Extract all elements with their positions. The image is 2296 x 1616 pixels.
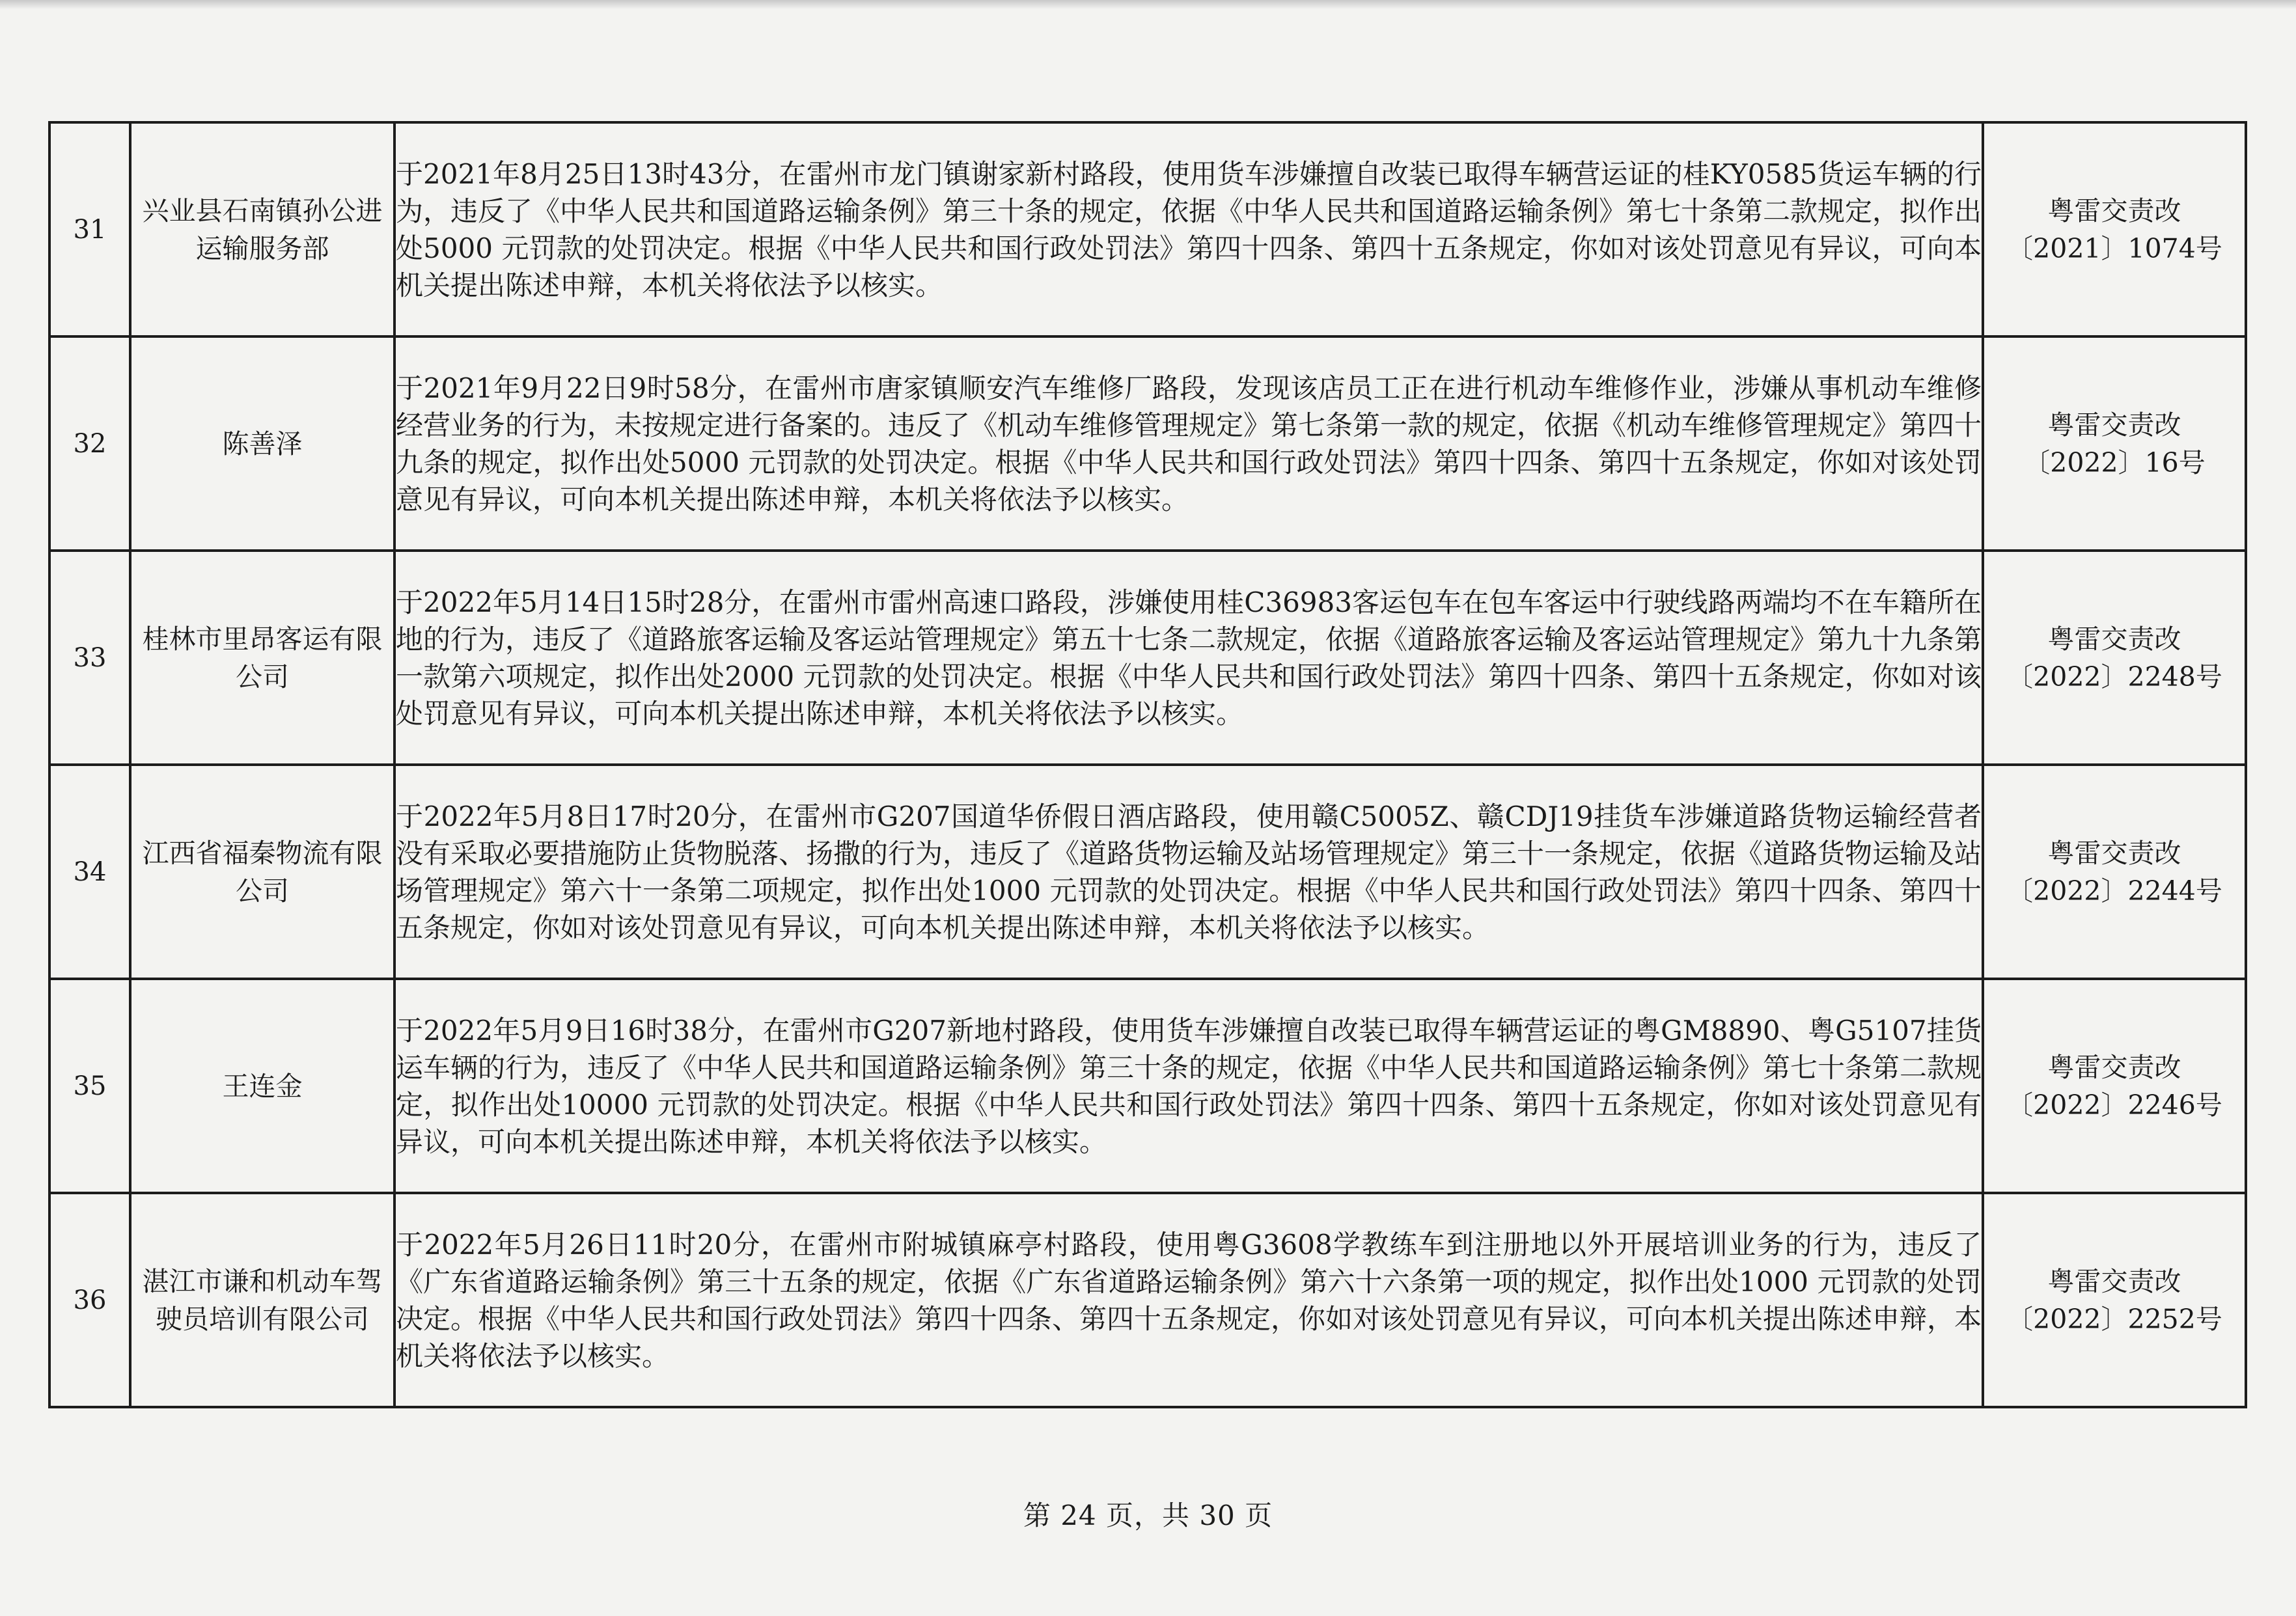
reference-number: 〔2022〕16号 bbox=[2023, 446, 2206, 478]
violation-description: 于2022年5月26日11时20分，在雷州市附城镇麻亭村路段，使用粤G3608学教练车到注册地以外开展培训业务的行为，违反了《广东省道路运输条例》第三十五条的规定，依据《广东省道路运输条例》第六十六条第一项的规定，拟作出处1000 元罚款的处罚决定。根据《中华人民共和国行政处罚法》第四十四条、第四十五条规定，你如对该处罚意见有异议，可向本机关提出陈述申辩，本机关将依法予以核实。 bbox=[394, 1193, 1983, 1407]
party-name: 陈善泽 bbox=[130, 336, 394, 551]
reference-number: 〔2022〕2252号 bbox=[2006, 1303, 2222, 1335]
violation-description: 于2022年5月9日16时38分，在雷州市G207新地村路段，使用货车涉嫌擅自改装已取得车辆营运证的粤GM8890、粤G5107挂货运车辆的行为，违反了《中华人民共和国道路运输条例》第三十条的规定，依据《中华人民共和国道路运输条例》第七十条第二款规定，拟作出处10000 元罚款的处罚决定。根据《中华人民共和国行政处罚法》第四十四条、第四十五条规定，你如对该处罚意见有异议，可向本机关提出陈述申辩，本机关将依法予以核实。 bbox=[394, 979, 1983, 1193]
record-number: 36 bbox=[49, 1193, 130, 1407]
penalty-records-table bbox=[48, 121, 2247, 1408]
document-reference bbox=[1983, 551, 2246, 765]
table-row bbox=[49, 551, 2246, 765]
reference-number: 〔2021〕1074号 bbox=[2006, 232, 2222, 264]
reference-number: 〔2022〕2246号 bbox=[2006, 1089, 2222, 1121]
record-number: 35 bbox=[49, 979, 130, 1193]
party-name: 兴业县石南镇孙公进运输服务部 bbox=[130, 122, 394, 336]
party-name: 湛江市谦和机动车驾驶员培训有限公司 bbox=[130, 1193, 394, 1407]
violation-description: 于2021年9月22日9时58分，在雷州市唐家镇顺安汽车维修厂路段，发现该店员工正在进行机动车维修作业，涉嫌从事机动车维修经营业务的行为，未按规定进行备案的。违反了《机动车维修管理规定》第七条第一款的规定，依据《机动车维修管理规定》第四十九条的规定，拟作出处5000 元罚款的处罚决定。根据《中华人民共和国行政处罚法》第四十四条、第四十五条规定，你如对该处罚意见有异议，可向本机关提出陈述申辩，本机关将依法予以核实。 bbox=[394, 336, 1983, 551]
document-reference bbox=[1983, 1193, 2246, 1407]
reference-office: 粤雷交责改 bbox=[2047, 195, 2181, 226]
party-name: 桂林市里昂客运有限公司 bbox=[130, 551, 394, 765]
violation-description: 于2021年8月25日13时43分，在雷州市龙门镇谢家新村路段，使用货车涉嫌擅自改装已取得车辆营运证的桂KY0585货运车辆的行为，违反了《中华人民共和国道路运输条例》第三十条的规定，依据《中华人民共和国道路运输条例》第七十条第二款规定，拟作出处5000 元罚款的处罚决定。根据《中华人民共和国行政处罚法》第四十四条、第四十五条规定，你如对该处罚意见有异议，可向本机关提出陈述申辩，本机关将依法予以核实。 bbox=[394, 122, 1983, 336]
reference-office: 粤雷交责改 bbox=[2047, 409, 2181, 441]
document-reference bbox=[1983, 122, 2246, 336]
table-row bbox=[49, 1193, 2246, 1407]
document-reference bbox=[1983, 979, 2246, 1193]
reference-office: 粤雷交责改 bbox=[2047, 1051, 2181, 1083]
reference-office: 粤雷交责改 bbox=[2047, 1265, 2181, 1297]
reference-office: 粤雷交责改 bbox=[2047, 623, 2181, 655]
table-row bbox=[49, 765, 2246, 979]
document-reference bbox=[1983, 336, 2246, 551]
record-number: 31 bbox=[49, 122, 130, 336]
reference-number: 〔2022〕2248号 bbox=[2006, 661, 2222, 692]
party-name: 江西省福秦物流有限公司 bbox=[130, 765, 394, 979]
table-row bbox=[49, 336, 2246, 551]
reference-office: 粤雷交责改 bbox=[2047, 837, 2181, 869]
page-number-footer: 第 24 页，共 30 页 bbox=[1023, 1500, 1273, 1531]
table-row bbox=[49, 979, 2246, 1193]
party-name: 王连金 bbox=[130, 979, 394, 1193]
record-number: 33 bbox=[49, 551, 130, 765]
table-row bbox=[49, 122, 2246, 336]
violation-description: 于2022年5月8日17时20分，在雷州市G207国道华侨假日酒店路段，使用赣C5005Z、赣CDJ19挂货车涉嫌道路货物运输经营者没有采取必要措施防止货物脱落、扬撒的行为，违反了《道路货物运输及站场管理规定》第三十一条规定，依据《道路货物运输及站场管理规定》第六十一条第二项规定，拟作出处1000 元罚款的处罚决定。根据《中华人民共和国行政处罚法》第四十四条、第四十五条规定，你如对该处罚意见有异议，可向本机关提出陈述申辩，本机关将依法予以核实。 bbox=[394, 765, 1983, 979]
page-edge-shadow bbox=[0, 0, 2296, 9]
record-number: 32 bbox=[49, 336, 130, 551]
record-number: 34 bbox=[49, 765, 130, 979]
document-reference bbox=[1983, 765, 2246, 979]
reference-number: 〔2022〕2244号 bbox=[2006, 875, 2222, 907]
violation-description: 于2022年5月14日15时28分，在雷州市雷州高速口路段，涉嫌使用桂C36983客运包车在包车客运中行驶线路两端均不在车籍所在地的行为，违反了《道路旅客运输及客运站管理规定》第五十七条二款规定，依据《道路旅客运输及客运站管理规定》第九十九条第一款第六项规定，拟作出处2000 元罚款的处罚决定。根据《中华人民共和国行政处罚法》第四十四条、第四十五条规定，你如对该处罚意见有异议，可向本机关提出陈述申辩，本机关将依法予以核实。 bbox=[394, 551, 1983, 765]
